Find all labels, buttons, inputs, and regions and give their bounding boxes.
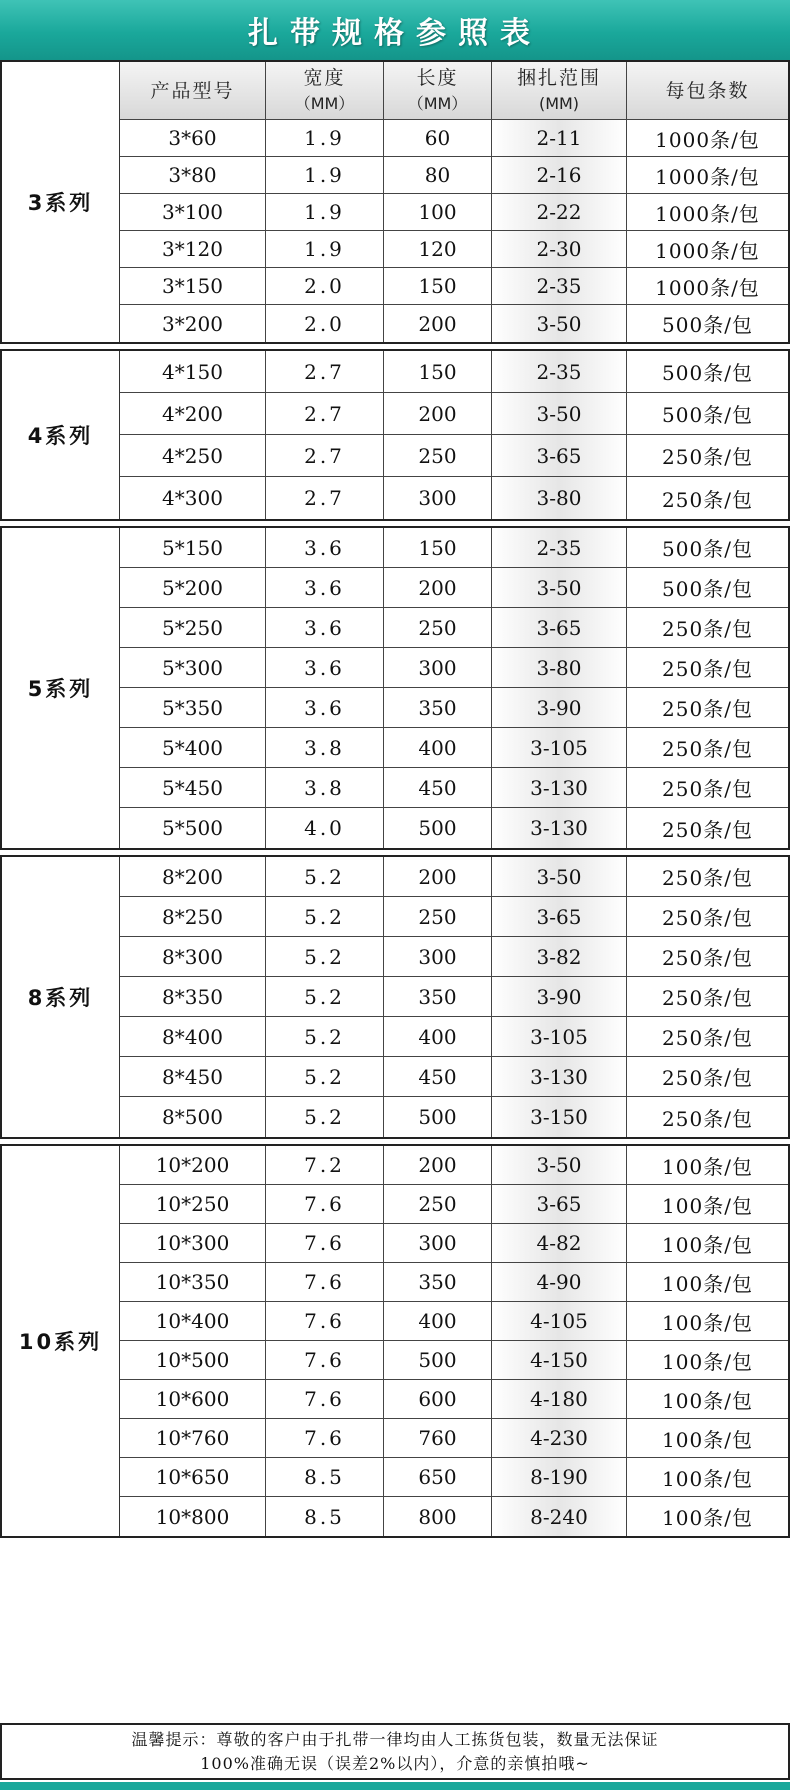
table-row bbox=[120, 568, 788, 608]
series-block bbox=[0, 1144, 790, 1538]
cell-range: 3-82 bbox=[492, 937, 627, 976]
cell-qty: 500条/包 bbox=[627, 351, 788, 392]
cell-range: 3-130 bbox=[492, 1057, 627, 1096]
cell-qty: 100条/包 bbox=[627, 1458, 788, 1496]
cell-qty: 1000条/包 bbox=[627, 120, 788, 156]
cell-qty: 500条/包 bbox=[627, 305, 788, 342]
cell-range: 2-35 bbox=[492, 351, 627, 392]
footer-note-line-1: 温馨提示：尊敬的客户由于扎带一律均由人工拣货包装，数量无法保证 bbox=[131, 1729, 659, 1749]
cell-model: 3*120 bbox=[120, 231, 266, 267]
cell-range: 3-105 bbox=[492, 728, 627, 767]
table-row bbox=[120, 157, 788, 194]
cell-qty: 250条/包 bbox=[627, 977, 788, 1016]
cell-model: 10*350 bbox=[120, 1263, 266, 1301]
cell-range: 2-30 bbox=[492, 231, 627, 267]
cell-length: 200 bbox=[384, 857, 492, 896]
table-row bbox=[120, 1057, 788, 1097]
table-row bbox=[120, 897, 788, 937]
cell-width: 1.9 bbox=[266, 157, 384, 193]
cell-width: 2.7 bbox=[266, 477, 384, 519]
cell-range: 3-50 bbox=[492, 1146, 627, 1184]
cell-width: 2.0 bbox=[266, 305, 384, 342]
cell-range: 2-22 bbox=[492, 194, 627, 230]
cell-length: 150 bbox=[384, 268, 492, 304]
table-row bbox=[120, 231, 788, 268]
cell-range: 3-65 bbox=[492, 435, 627, 476]
cell-range: 2-35 bbox=[492, 268, 627, 304]
cell-width: 3.6 bbox=[266, 688, 384, 727]
cell-range: 3-150 bbox=[492, 1097, 627, 1137]
cell-length: 450 bbox=[384, 768, 492, 807]
table-row bbox=[120, 728, 788, 768]
bottom-bar bbox=[0, 1782, 790, 1790]
table-row bbox=[120, 1017, 788, 1057]
cell-range: 3-50 bbox=[492, 857, 627, 896]
cell-qty: 250条/包 bbox=[627, 435, 788, 476]
table-row bbox=[120, 1458, 788, 1497]
table-row bbox=[120, 608, 788, 648]
table-row bbox=[120, 477, 788, 519]
cell-length: 200 bbox=[384, 305, 492, 342]
cell-model: 4*300 bbox=[120, 477, 266, 519]
header-width-unit: （MM） bbox=[294, 93, 355, 113]
cell-width: 2.7 bbox=[266, 351, 384, 392]
cell-qty: 250条/包 bbox=[627, 728, 788, 767]
cell-qty: 250条/包 bbox=[627, 768, 788, 807]
cell-qty: 1000条/包 bbox=[627, 231, 788, 267]
cell-width: 8.5 bbox=[266, 1458, 384, 1496]
cell-length: 250 bbox=[384, 435, 492, 476]
table-row bbox=[120, 1146, 788, 1185]
table-row bbox=[120, 528, 788, 568]
cell-length: 250 bbox=[384, 897, 492, 936]
cell-qty: 250条/包 bbox=[627, 808, 788, 848]
cell-model: 3*100 bbox=[120, 194, 266, 230]
cell-width: 1.9 bbox=[266, 194, 384, 230]
table-row bbox=[120, 808, 788, 848]
table-row bbox=[120, 120, 788, 157]
cell-length: 200 bbox=[384, 568, 492, 607]
cell-width: 5.2 bbox=[266, 937, 384, 976]
cell-length: 300 bbox=[384, 1224, 492, 1262]
series-label: 5系列 bbox=[2, 528, 120, 848]
header-qty: 每包条数 bbox=[627, 62, 788, 119]
cell-qty: 1000条/包 bbox=[627, 157, 788, 193]
cell-width: 1.9 bbox=[266, 231, 384, 267]
cell-qty: 100条/包 bbox=[627, 1263, 788, 1301]
cell-qty: 250条/包 bbox=[627, 688, 788, 727]
cell-length: 200 bbox=[384, 393, 492, 434]
cell-model: 5*400 bbox=[120, 728, 266, 767]
cell-length: 150 bbox=[384, 351, 492, 392]
cell-width: 1.9 bbox=[266, 120, 384, 156]
table-row bbox=[120, 1419, 788, 1458]
cell-qty: 250条/包 bbox=[627, 1017, 788, 1056]
cell-model: 3*150 bbox=[120, 268, 266, 304]
cell-model: 5*200 bbox=[120, 568, 266, 607]
cell-range: 2-35 bbox=[492, 528, 627, 567]
table-row bbox=[120, 393, 788, 435]
cell-length: 400 bbox=[384, 728, 492, 767]
cell-width: 5.2 bbox=[266, 897, 384, 936]
cell-width: 5.2 bbox=[266, 977, 384, 1016]
cell-length: 60 bbox=[384, 120, 492, 156]
cell-model: 5*250 bbox=[120, 608, 266, 647]
cell-qty: 250条/包 bbox=[627, 648, 788, 687]
cell-length: 350 bbox=[384, 688, 492, 727]
cell-model: 8*200 bbox=[120, 857, 266, 896]
cell-width: 5.2 bbox=[266, 1017, 384, 1056]
footer-note bbox=[0, 1723, 790, 1780]
cell-width: 8.5 bbox=[266, 1497, 384, 1536]
cell-qty: 250条/包 bbox=[627, 608, 788, 647]
cell-width: 7.6 bbox=[266, 1224, 384, 1262]
cell-length: 500 bbox=[384, 1097, 492, 1137]
cell-length: 400 bbox=[384, 1017, 492, 1056]
cell-range: 2-11 bbox=[492, 120, 627, 156]
cell-range: 3-50 bbox=[492, 568, 627, 607]
cell-model: 3*200 bbox=[120, 305, 266, 342]
table-row bbox=[120, 351, 788, 393]
cell-range: 3-80 bbox=[492, 477, 627, 519]
series-block bbox=[0, 855, 790, 1139]
cell-length: 80 bbox=[384, 157, 492, 193]
cell-model: 10*200 bbox=[120, 1146, 266, 1184]
header-range-label: 捆扎范围 bbox=[516, 66, 601, 89]
table-row bbox=[120, 1224, 788, 1263]
cell-width: 7.6 bbox=[266, 1380, 384, 1418]
cell-length: 600 bbox=[384, 1380, 492, 1418]
table-row bbox=[120, 194, 788, 231]
cell-width: 7.2 bbox=[266, 1146, 384, 1184]
cell-qty: 1000条/包 bbox=[627, 194, 788, 230]
cell-length: 800 bbox=[384, 1497, 492, 1536]
cell-length: 250 bbox=[384, 1185, 492, 1223]
cell-qty: 500条/包 bbox=[627, 393, 788, 434]
cell-length: 250 bbox=[384, 608, 492, 647]
cell-range: 4-180 bbox=[492, 1380, 627, 1418]
cell-qty: 100条/包 bbox=[627, 1146, 788, 1184]
cell-length: 300 bbox=[384, 648, 492, 687]
header-length-label: 长度 bbox=[416, 66, 459, 89]
cell-width: 7.6 bbox=[266, 1263, 384, 1301]
series-label: 4系列 bbox=[2, 351, 120, 519]
cell-width: 3.6 bbox=[266, 568, 384, 607]
cell-model: 4*150 bbox=[120, 351, 266, 392]
cell-model: 5*350 bbox=[120, 688, 266, 727]
cell-width: 5.2 bbox=[266, 1057, 384, 1096]
series-rows bbox=[120, 528, 788, 848]
cell-range: 3-90 bbox=[492, 977, 627, 1016]
page-title: 扎带规格参照表 bbox=[0, 0, 790, 60]
cell-qty: 100条/包 bbox=[627, 1224, 788, 1262]
cell-model: 10*650 bbox=[120, 1458, 266, 1496]
table-row bbox=[120, 435, 788, 477]
cell-range: 4-230 bbox=[492, 1419, 627, 1457]
series-label: 3系列 bbox=[2, 62, 120, 342]
cell-length: 100 bbox=[384, 194, 492, 230]
table-row bbox=[120, 857, 788, 897]
cell-model: 5*150 bbox=[120, 528, 266, 567]
header-range bbox=[492, 62, 627, 119]
cell-qty: 100条/包 bbox=[627, 1497, 788, 1536]
cell-qty: 250条/包 bbox=[627, 1057, 788, 1096]
footer-note-line-2: 100%准确无误（误差2%以内），介意的亲慎拍哦~ bbox=[200, 1753, 590, 1773]
cell-range: 4-82 bbox=[492, 1224, 627, 1262]
table-row bbox=[120, 268, 788, 305]
table-row bbox=[120, 688, 788, 728]
cell-model: 10*500 bbox=[120, 1341, 266, 1379]
cell-qty: 250条/包 bbox=[627, 857, 788, 896]
cell-range: 3-80 bbox=[492, 648, 627, 687]
cell-range: 4-150 bbox=[492, 1341, 627, 1379]
cell-model: 10*760 bbox=[120, 1419, 266, 1457]
cell-model: 10*600 bbox=[120, 1380, 266, 1418]
series-block bbox=[0, 349, 790, 521]
cell-model: 10*400 bbox=[120, 1302, 266, 1340]
cell-width: 5.2 bbox=[266, 857, 384, 896]
cell-qty: 1000条/包 bbox=[627, 268, 788, 304]
cell-qty: 250条/包 bbox=[627, 477, 788, 519]
cell-model: 8*450 bbox=[120, 1057, 266, 1096]
cell-width: 3.6 bbox=[266, 528, 384, 567]
table-row bbox=[120, 1380, 788, 1419]
header-length bbox=[384, 62, 492, 119]
cell-length: 350 bbox=[384, 977, 492, 1016]
cell-length: 200 bbox=[384, 1146, 492, 1184]
cell-length: 450 bbox=[384, 1057, 492, 1096]
cell-length: 150 bbox=[384, 528, 492, 567]
cell-qty: 250条/包 bbox=[627, 1097, 788, 1137]
series-rows bbox=[120, 857, 788, 1137]
table-row bbox=[120, 1341, 788, 1380]
cell-range: 3-50 bbox=[492, 305, 627, 342]
cell-range: 8-240 bbox=[492, 1497, 627, 1536]
cell-model: 10*300 bbox=[120, 1224, 266, 1262]
cell-length: 650 bbox=[384, 1458, 492, 1496]
cell-range: 2-16 bbox=[492, 157, 627, 193]
cell-width: 2.7 bbox=[266, 435, 384, 476]
table-row bbox=[120, 1497, 788, 1536]
cell-length: 760 bbox=[384, 1419, 492, 1457]
cell-qty: 100条/包 bbox=[627, 1302, 788, 1340]
cell-length: 500 bbox=[384, 1341, 492, 1379]
cell-width: 2.0 bbox=[266, 268, 384, 304]
cell-model: 5*300 bbox=[120, 648, 266, 687]
cell-model: 5*500 bbox=[120, 808, 266, 848]
table-row bbox=[120, 977, 788, 1017]
cell-model: 8*400 bbox=[120, 1017, 266, 1056]
cell-range: 3-130 bbox=[492, 768, 627, 807]
cell-length: 120 bbox=[384, 231, 492, 267]
cell-range: 4-90 bbox=[492, 1263, 627, 1301]
header-width bbox=[266, 62, 384, 119]
table-row bbox=[120, 305, 788, 342]
cell-model: 3*80 bbox=[120, 157, 266, 193]
cell-model: 10*800 bbox=[120, 1497, 266, 1536]
header-range-unit: (MM) bbox=[538, 93, 580, 113]
header-width-label: 宽度 bbox=[303, 66, 346, 89]
cell-model: 8*350 bbox=[120, 977, 266, 1016]
cell-width: 7.6 bbox=[266, 1341, 384, 1379]
series-label: 10系列 bbox=[2, 1146, 120, 1536]
cell-width: 2.7 bbox=[266, 393, 384, 434]
cell-width: 3.8 bbox=[266, 728, 384, 767]
spec-table bbox=[0, 60, 790, 1543]
table-row bbox=[120, 768, 788, 808]
series-rows bbox=[120, 62, 788, 342]
cell-width: 7.6 bbox=[266, 1302, 384, 1340]
cell-length: 300 bbox=[384, 937, 492, 976]
series-rows bbox=[120, 351, 788, 519]
table-row bbox=[120, 1097, 788, 1137]
cell-qty: 100条/包 bbox=[627, 1185, 788, 1223]
cell-qty: 100条/包 bbox=[627, 1380, 788, 1418]
cell-length: 300 bbox=[384, 477, 492, 519]
cell-width: 5.2 bbox=[266, 1097, 384, 1137]
cell-model: 3*60 bbox=[120, 120, 266, 156]
cell-width: 7.6 bbox=[266, 1185, 384, 1223]
cell-range: 8-190 bbox=[492, 1458, 627, 1496]
cell-qty: 500条/包 bbox=[627, 568, 788, 607]
cell-length: 500 bbox=[384, 808, 492, 848]
cell-model: 4*250 bbox=[120, 435, 266, 476]
cell-model: 5*450 bbox=[120, 768, 266, 807]
cell-model: 8*300 bbox=[120, 937, 266, 976]
cell-range: 3-65 bbox=[492, 897, 627, 936]
series-rows bbox=[120, 1146, 788, 1536]
cell-range: 4-105 bbox=[492, 1302, 627, 1340]
series-label: 8系列 bbox=[2, 857, 120, 1137]
cell-model: 10*250 bbox=[120, 1185, 266, 1223]
header-row bbox=[120, 62, 788, 120]
cell-model: 8*500 bbox=[120, 1097, 266, 1137]
cell-width: 3.6 bbox=[266, 648, 384, 687]
cell-width: 7.6 bbox=[266, 1419, 384, 1457]
series-block bbox=[0, 60, 790, 344]
cell-range: 3-50 bbox=[492, 393, 627, 434]
table-row bbox=[120, 1302, 788, 1341]
cell-range: 3-65 bbox=[492, 608, 627, 647]
cell-width: 4.0 bbox=[266, 808, 384, 848]
cell-qty: 100条/包 bbox=[627, 1341, 788, 1379]
cell-qty: 100条/包 bbox=[627, 1419, 788, 1457]
table-row bbox=[120, 937, 788, 977]
cell-model: 4*200 bbox=[120, 393, 266, 434]
cell-range: 3-65 bbox=[492, 1185, 627, 1223]
table-row bbox=[120, 648, 788, 688]
table-row bbox=[120, 1263, 788, 1302]
cell-range: 3-105 bbox=[492, 1017, 627, 1056]
series-block bbox=[0, 526, 790, 850]
table-row bbox=[120, 1185, 788, 1224]
cell-model: 8*250 bbox=[120, 897, 266, 936]
cell-range: 3-130 bbox=[492, 808, 627, 848]
header-length-unit: （MM） bbox=[407, 93, 468, 113]
header-model: 产品型号 bbox=[120, 62, 266, 119]
cell-width: 3.6 bbox=[266, 608, 384, 647]
cell-length: 400 bbox=[384, 1302, 492, 1340]
cell-qty: 500条/包 bbox=[627, 528, 788, 567]
cell-range: 3-90 bbox=[492, 688, 627, 727]
cell-qty: 250条/包 bbox=[627, 897, 788, 936]
cell-width: 3.8 bbox=[266, 768, 384, 807]
cell-qty: 250条/包 bbox=[627, 937, 788, 976]
cell-length: 350 bbox=[384, 1263, 492, 1301]
